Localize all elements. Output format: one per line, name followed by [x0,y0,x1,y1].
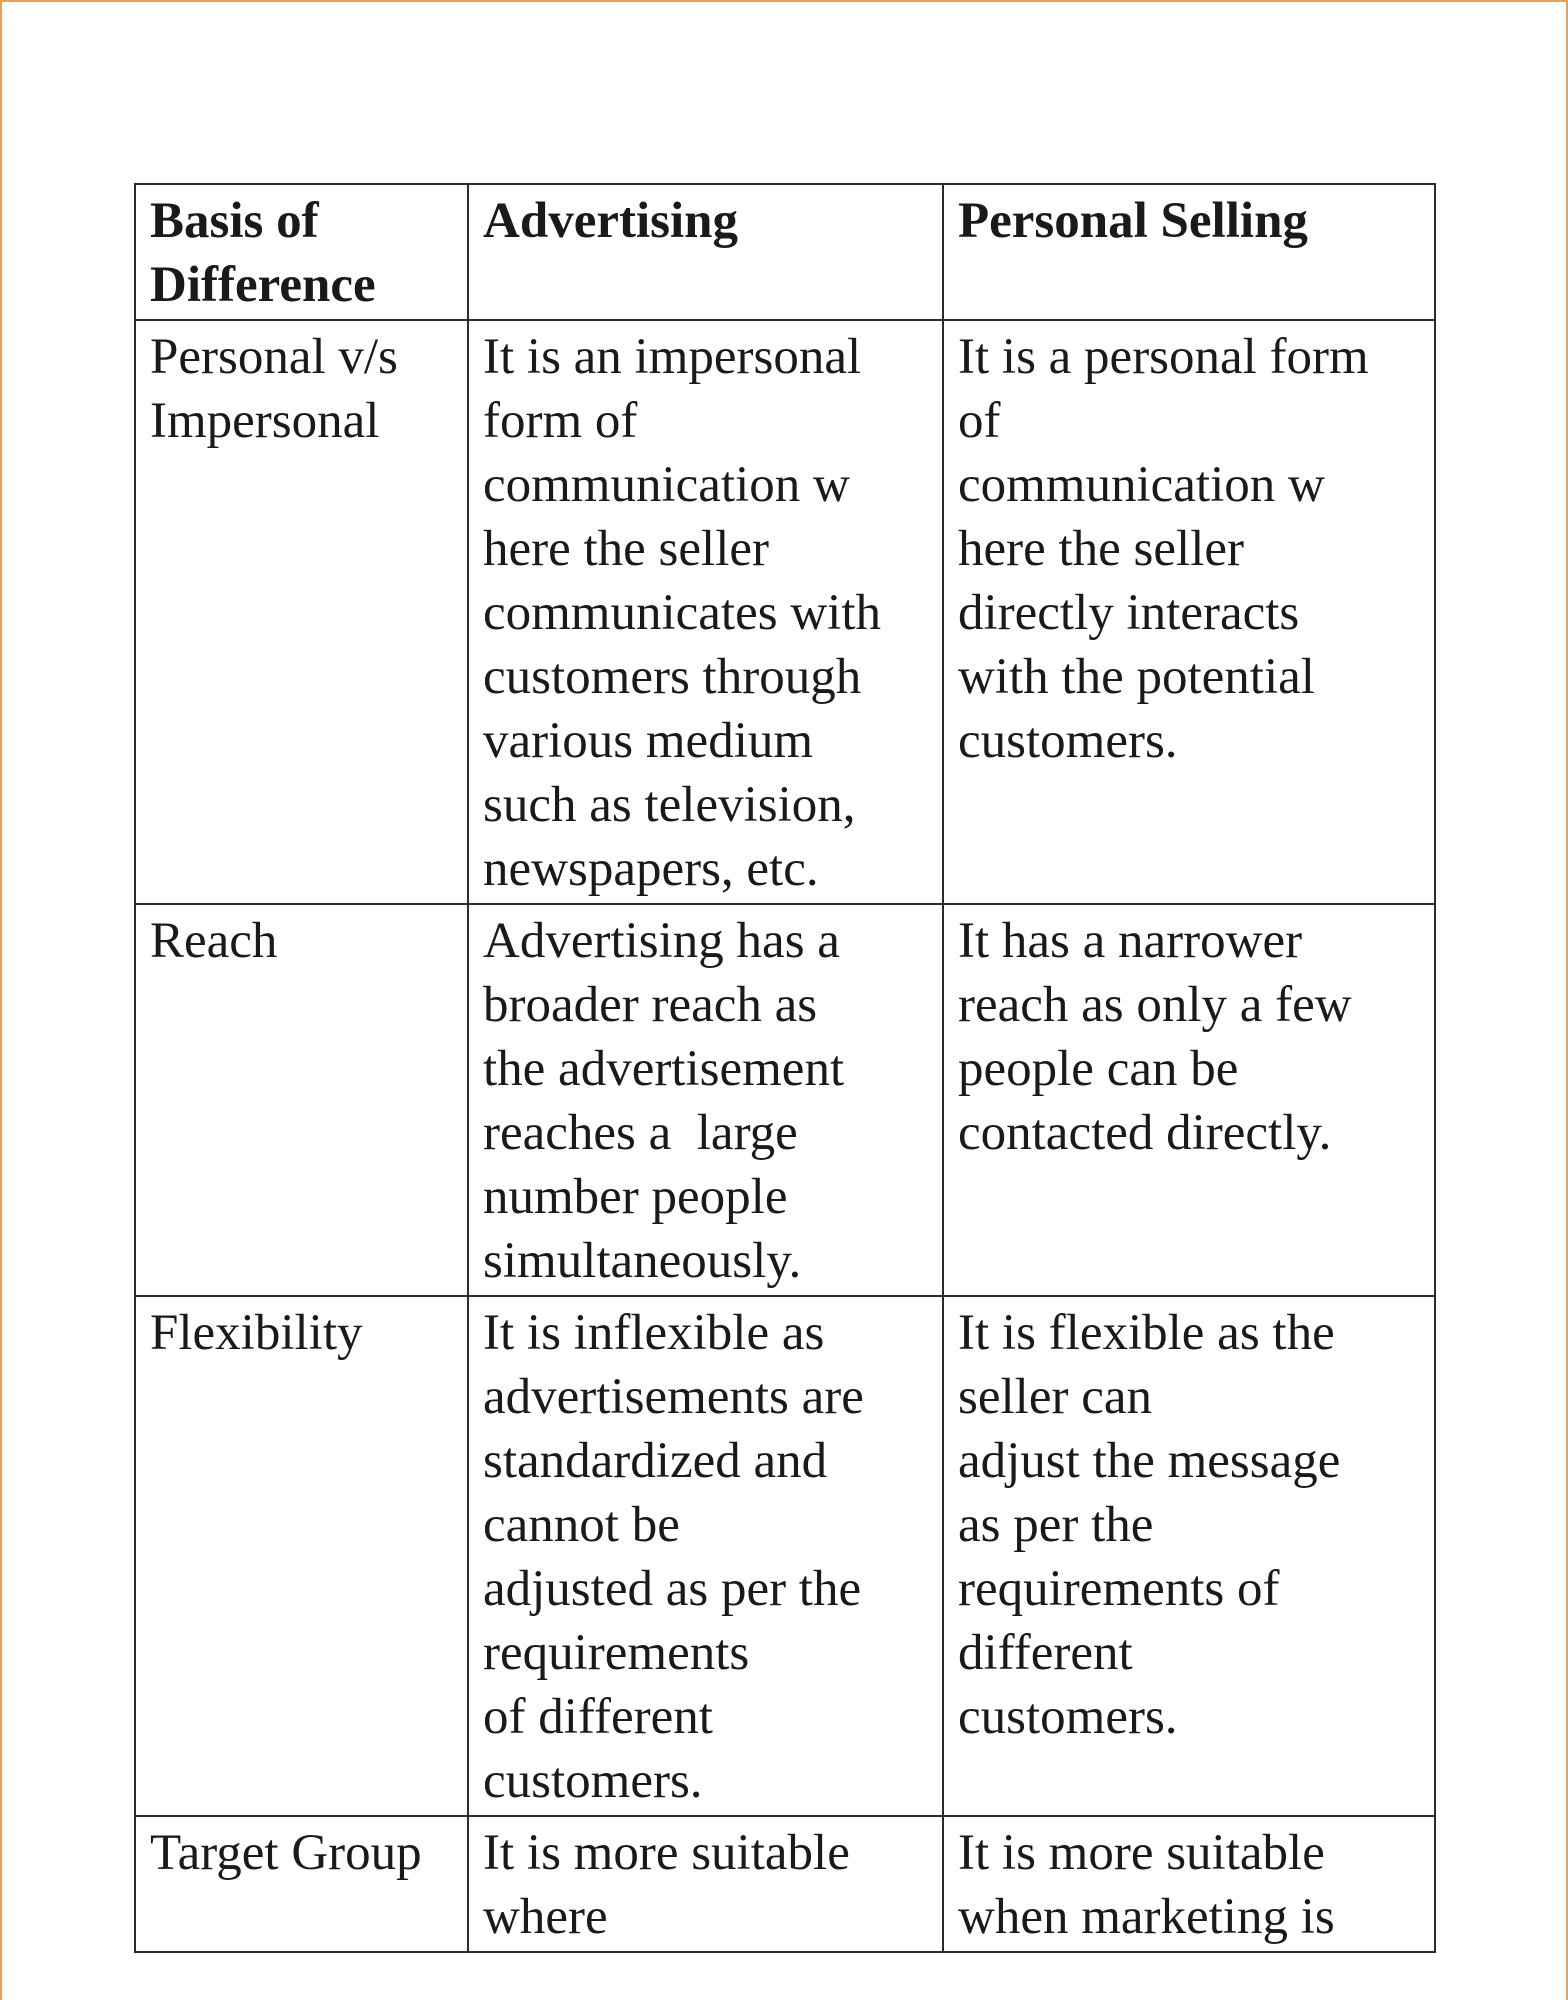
cell-line: broader reach as [483,977,818,1033]
cell-line: simultaneously. [483,1233,802,1289]
cell-line: It is more suitable [483,1825,850,1881]
cell-line: here the seller [958,521,1245,577]
cell-line: contacted directly. [958,1105,1332,1161]
cell-personal-selling [943,320,1435,904]
header-line: Personal Selling [958,193,1308,249]
cell-line: Target Group [150,1825,422,1881]
cell-line: communicates with [483,585,881,641]
comparison-table [134,183,1436,1953]
cell-line: Impersonal [150,393,380,449]
table-row-reach [135,904,1435,1296]
cell-line: here the seller [483,521,770,577]
cell-line: form of [483,393,638,449]
cell-line: the advertisement [483,1041,845,1097]
header-advertising [468,184,943,320]
cell-basis [135,320,468,904]
cell-line: communication w [483,457,850,513]
cell-line: such as television, [483,777,856,833]
cell-basis [135,904,468,1296]
table-header-row [135,184,1435,320]
cell-line: requirements of [958,1561,1280,1617]
header-personal-selling [943,184,1435,320]
cell-basis [135,1296,468,1816]
cell-line: requirements [483,1625,750,1681]
cell-line: adjust the message [958,1433,1341,1489]
cell-line: reach as only a few [958,977,1352,1033]
cell-line: customers through [483,649,862,705]
cell-line: different [958,1625,1133,1681]
cell-line: It is more suitable [958,1825,1325,1881]
cell-line: It is an impersonal [483,329,862,385]
cell-line: when marketing is [958,1889,1335,1945]
header-line: Advertising [483,193,738,249]
cell-line: where [483,1889,608,1945]
header-line: Difference [150,257,376,313]
cell-line: number people [483,1169,788,1225]
cell-line: adjusted as per the [483,1561,862,1617]
cell-line: It is flexible as the [958,1305,1335,1361]
cell-personal-selling [943,1816,1435,1952]
cell-line: Flexibility [150,1305,363,1361]
cell-line: customers. [483,1753,703,1809]
cell-advertising [468,1816,943,1952]
cell-line: Personal v/s [150,329,398,385]
cell-line: Advertising has a [483,913,840,969]
cell-line: newspapers, etc. [483,841,819,897]
cell-personal-selling [943,1296,1435,1816]
cell-basis [135,1816,468,1952]
cell-line: Reach [150,913,278,969]
cell-line: communication w [958,457,1325,513]
cell-line: various medium [483,713,814,769]
cell-advertising [468,1296,943,1816]
cell-line: people can be [958,1041,1239,1097]
cell-line: cannot be [483,1497,680,1553]
cell-line: It has a narrower [958,913,1303,969]
cell-line: reaches a large [483,1105,798,1161]
cell-line: with the potential [958,649,1315,705]
cell-line: as per the [958,1497,1154,1553]
table-row-personal-vs-impersonal [135,320,1435,904]
cell-line: customers. [958,1689,1178,1745]
cell-advertising [468,320,943,904]
cell-advertising [468,904,943,1296]
cell-personal-selling [943,904,1435,1296]
cell-line: seller can [958,1369,1152,1425]
table-row-target-group [135,1816,1435,1952]
cell-line: customers. [958,713,1178,769]
cell-line: of [958,393,1001,449]
table-row-flexibility [135,1296,1435,1816]
header-basis-of-difference [135,184,468,320]
cell-line: It is inflexible as [483,1305,825,1361]
cell-line: standardized and [483,1433,828,1489]
header-line: Basis of [150,193,319,249]
cell-line: directly interacts [958,585,1300,641]
cell-line: of different [483,1689,713,1745]
cell-line: advertisements are [483,1369,864,1425]
cell-line: It is a personal form [958,329,1369,385]
